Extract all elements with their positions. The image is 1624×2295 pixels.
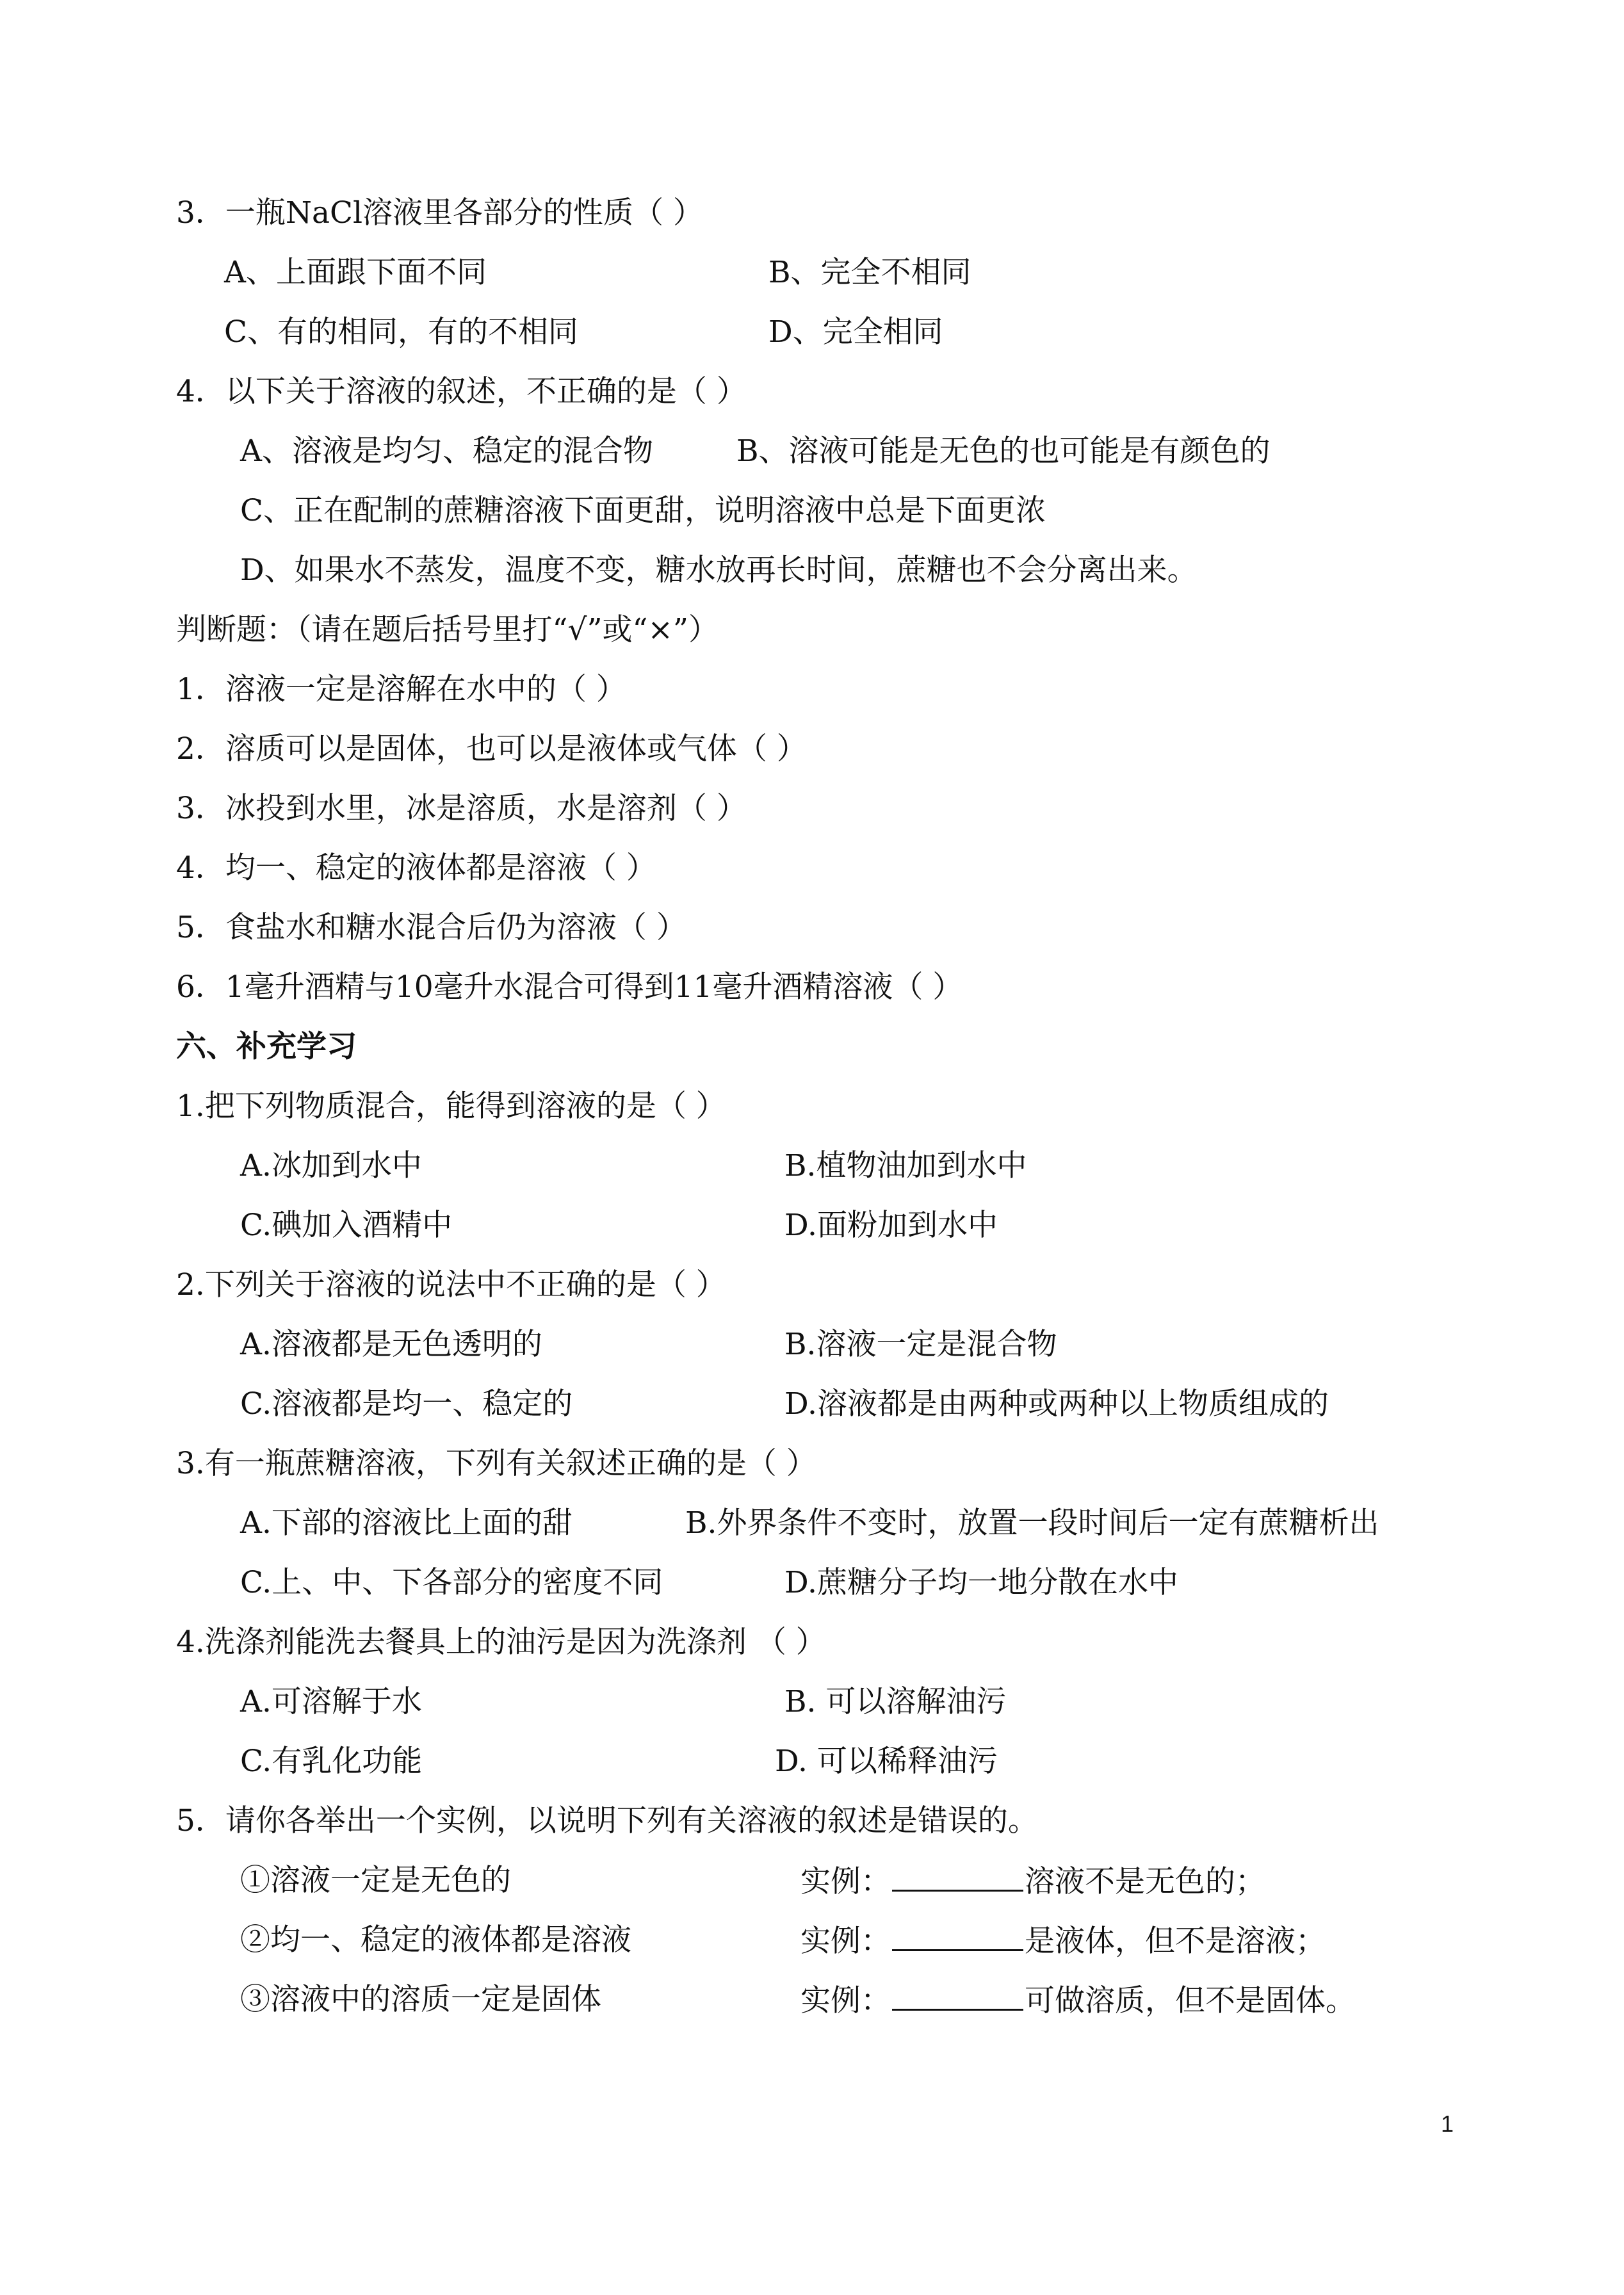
s6-q1-option-a: A.冰加到水中 <box>240 1148 422 1183</box>
example-suffix: 溶液不是无色的； <box>1025 1864 1265 1899</box>
mc-q4-stem: 4．以下关于溶液的叙述，不正确的是（ ） <box>176 374 747 409</box>
page-number: 1 <box>1441 2111 1454 2137</box>
example-suffix: 可做溶质，但不是固体。 <box>1025 1983 1356 2018</box>
mc-q3-option-b: B、完全不相同 <box>768 255 971 290</box>
s6-q5-stem: 5．请你各举出一个实例，以说明下列有关溶液的叙述是错误的。 <box>176 1803 1038 1838</box>
s6-q5-statement: ②均一、稳定的液体都是溶液 <box>240 1922 631 1958</box>
s6-q2-option-a: A.溶液都是无色透明的 <box>240 1327 542 1362</box>
s6-q4-option-b: B. 可以溶解油污 <box>784 1684 1007 1719</box>
s6-q4-option-a: A.可溶解于水 <box>240 1684 422 1719</box>
s6-q3-stem: 3.有一瓶蔗糖溶液，下列有关叙述正确的是（ ） <box>176 1446 816 1481</box>
judgment-item: 3．冰投到水里，冰是溶质，水是溶剂（ ） <box>176 791 747 826</box>
answer-blank[interactable] <box>892 1861 1023 1892</box>
s6-q5-example-row <box>800 1861 1265 1901</box>
s6-q1-option-c: C.碘加入酒精中 <box>240 1208 453 1243</box>
s6-q2-stem: 2.下列关于溶液的说法中不正确的是（ ） <box>176 1267 726 1302</box>
answer-blank[interactable] <box>892 1981 1023 2011</box>
mc-q4-option-b: B、溶液可能是无色的也可能是有颜色的 <box>736 434 1271 469</box>
mc-q4-option-c: C、正在配制的蔗糖溶液下面更甜，说明溶液中总是下面更浓 <box>240 493 1046 528</box>
judgment-item: 4．均一、稳定的液体都是溶液（ ） <box>176 850 656 886</box>
s6-q4-stem: 4.洗涤剂能洗去餐具上的油污是因为洗涤剂 （ ） <box>176 1625 826 1660</box>
mc-q3-option-a: A、上面跟下面不同 <box>224 255 487 290</box>
mc-q4-option-a: A、溶液是均匀、稳定的混合物 <box>240 434 653 469</box>
s6-q3-option-a: A.下部的溶液比上面的甜 <box>240 1505 572 1541</box>
s6-q4-option-c: C.有乳化功能 <box>240 1744 423 1779</box>
mc-q4-option-d: D、如果水不蒸发，温度不变，糖水放再长时间，蔗糖也不会分离出来。 <box>240 553 1198 588</box>
s6-q1-option-d: D.面粉加到水中 <box>784 1208 998 1243</box>
mc-q3-option-d: D、完全相同 <box>768 314 943 350</box>
s6-q3-option-d: D.蔗糖分子均一地分散在水中 <box>784 1565 1178 1600</box>
s6-q2-option-c: C.溶液都是均一、稳定的 <box>240 1386 573 1422</box>
s6-q1-stem: 1.把下列物质混合，能得到溶液的是（ ） <box>176 1089 726 1124</box>
example-suffix: 是液体，但不是溶液； <box>1025 1924 1326 1959</box>
s6-q5-example-row <box>800 1981 1356 2020</box>
s6-q4-option-d: D. 可以稀释油污 <box>775 1744 998 1779</box>
judgment-item: 2．溶质可以是固体，也可以是液体或气体（ ） <box>176 731 807 766</box>
example-prefix: 实例： <box>800 1983 891 2018</box>
example-prefix: 实例： <box>800 1864 891 1899</box>
s6-q5-statement: ①溶液一定是无色的 <box>240 1863 511 1898</box>
judgment-item: 1．溶液一定是溶解在水中的（ ） <box>176 672 626 707</box>
s6-q1-option-b: B.植物油加到水中 <box>784 1148 1027 1183</box>
s6-q5-statement: ③溶液中的溶质一定是固体 <box>240 1982 601 2017</box>
s6-q2-option-b: B.溶液一定是混合物 <box>784 1327 1057 1362</box>
mc-q3-option-c: C、有的相同，有的不相同 <box>224 314 578 350</box>
section-title: 六、补充学习 <box>176 1029 357 1064</box>
s6-q3-option-c: C.上、中、下各部分的密度不同 <box>240 1565 663 1600</box>
answer-blank[interactable] <box>892 1921 1023 1951</box>
s6-q3-option-b: B.外界条件不变时，放置一段时间后一定有蔗糖析出 <box>685 1505 1379 1541</box>
judgment-item: 5．食盐水和糖水混合后仍为溶液（ ） <box>176 910 686 945</box>
example-prefix: 实例： <box>800 1924 891 1959</box>
judgment-item: 6．1毫升酒精与10毫升水混合可得到11毫升酒精溶液（ ） <box>176 969 963 1005</box>
judgment-heading: 判断题：（请在题后括号里打“√”或“×”） <box>176 612 719 647</box>
s6-q5-example-row <box>800 1921 1326 1961</box>
s6-q2-option-d: D.溶液都是由两种或两种以上物质组成的 <box>784 1386 1329 1422</box>
mc-q3-stem: 3．一瓶NaCl溶液里各部分的性质（ ） <box>176 195 703 231</box>
